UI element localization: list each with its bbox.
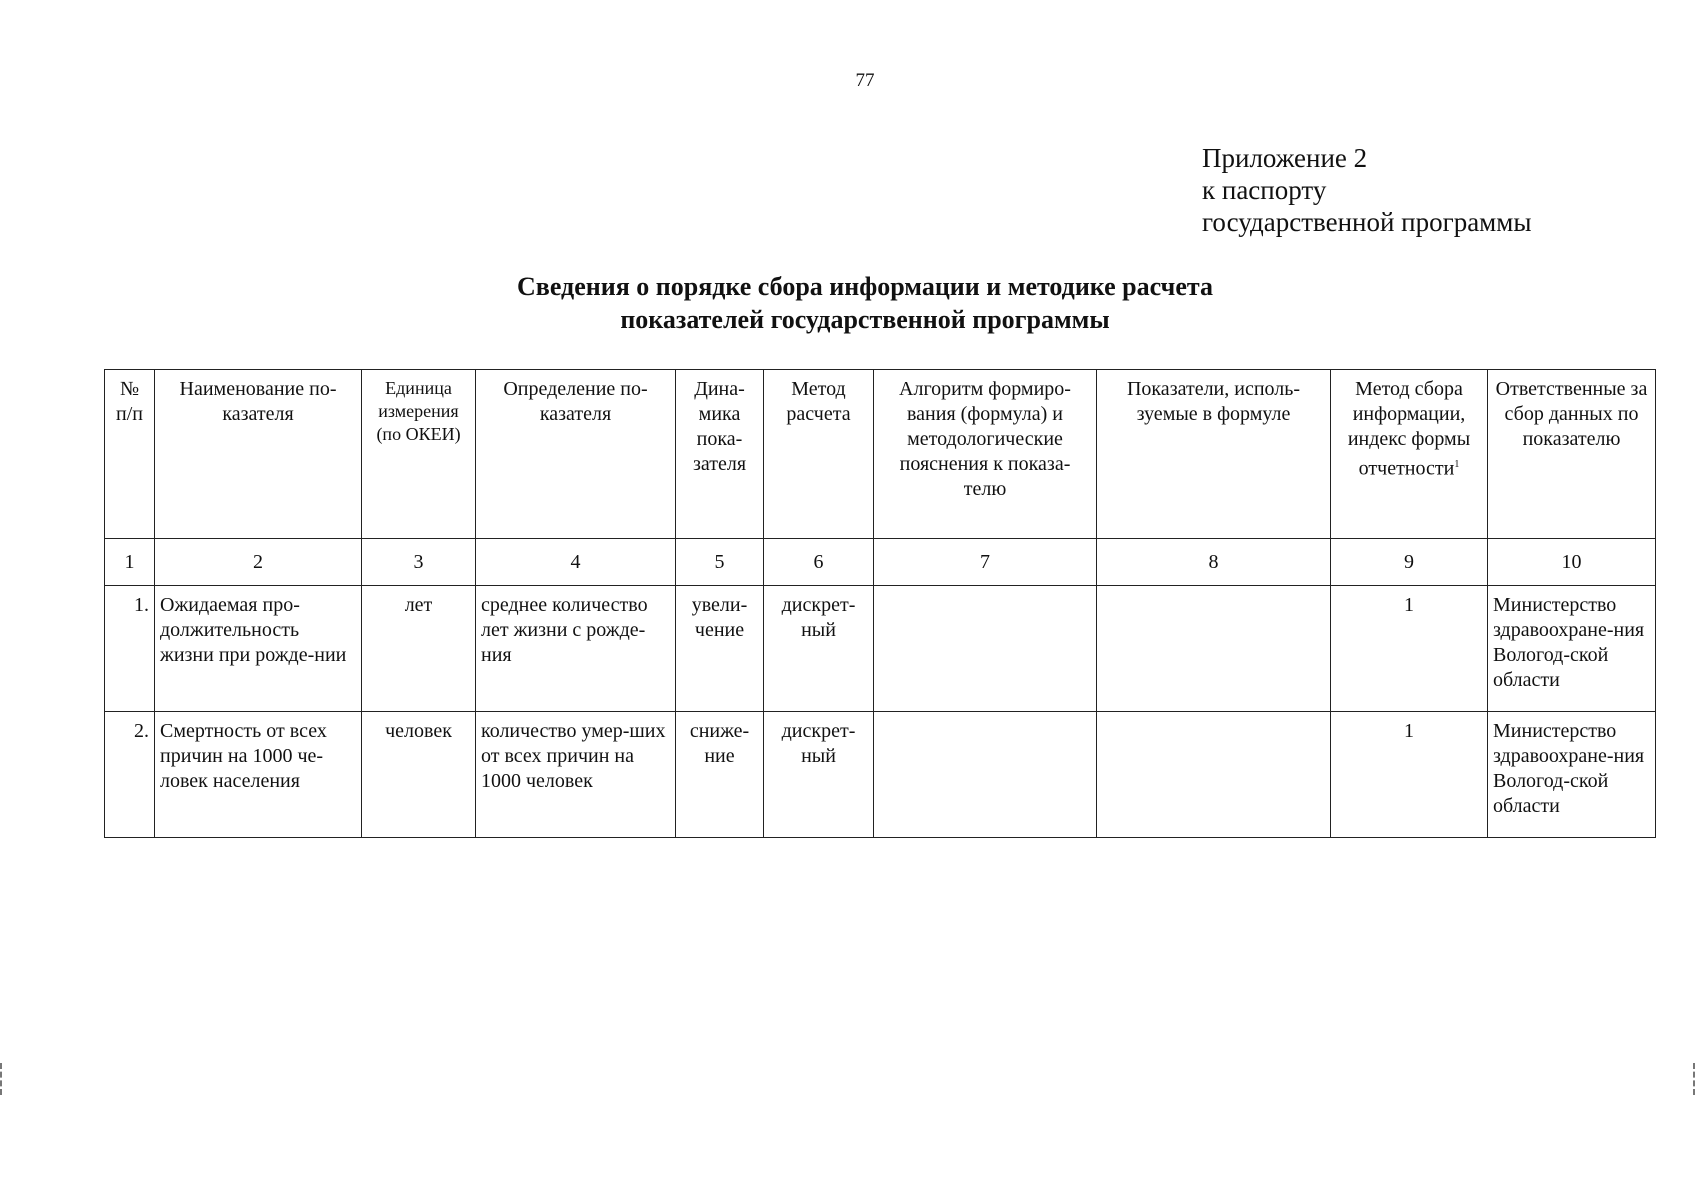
indicator-dynamics: увели-чение [676,586,764,712]
document-title [0,270,1697,336]
indicator-algorithm [874,586,1097,712]
header-algorithm: Алгоритм формиро-вания (формула) и методологические пояснения к показа-телю [874,370,1097,539]
indicator-unit: лет [362,586,476,712]
header-formula-indicators: Показатели, исполь-зуемые в формуле [1097,370,1331,539]
header-number: № п/п [105,370,155,539]
indicator-calc-method: дискрет-ный [764,586,874,712]
row-number: 2. [105,712,155,838]
header-indicator-name: Наименование по-казателя [155,370,362,539]
scan-edge-mark-left [0,1063,4,1095]
column-number: 8 [1097,539,1331,586]
indicator-name: Ожидаемая про-должительность жизни при рожде-нии [155,586,362,712]
title-line-1: Сведения о порядке сбора информации и методике расчета [517,272,1213,301]
column-number: 9 [1331,539,1488,586]
header-collection-method-text: Метод сбора информации, индекс формы отчетности [1347,378,1471,480]
column-number: 1 [105,539,155,586]
scan-edge-mark-right [1693,1063,1697,1095]
indicator-collection-method: 1 [1331,712,1488,838]
indicator-formula-indicators [1097,586,1331,712]
header-row [105,370,1656,539]
column-number: 7 [874,539,1097,586]
appendix-line-3: государственной программы [1202,207,1532,237]
indicator-formula-indicators [1097,712,1331,838]
indicator-responsible: Министерство здравоохране-ния Вологод-ской области [1488,712,1656,838]
appendix-line-2: к паспорту [1202,175,1327,205]
column-number: 4 [476,539,676,586]
header-definition: Определение по-казателя [476,370,676,539]
indicator-calc-method: дискрет-ный [764,712,874,838]
indicator-algorithm [874,712,1097,838]
indicator-unit: человек [362,712,476,838]
indicator-name: Смертность от всех причин на 1000 че-ловек населения [155,712,362,838]
title-line-2: показателей государственной программы [620,305,1110,334]
header-responsible: Ответственные за сбор данных по показателю [1488,370,1656,539]
appendix-note [1202,142,1532,238]
header-calc-method: Метод расчета [764,370,874,539]
indicator-definition: количество умер-ших от всех причин на 1000 человек [476,712,676,838]
header-collection-method [1331,370,1488,539]
indicator-dynamics: сниже-ние [676,712,764,838]
page-number: 77 [855,70,875,91]
indicator-responsible: Министерство здравоохране-ния Вологод-ской области [1488,586,1656,712]
table-row [105,712,1656,838]
column-number-row [105,539,1656,586]
appendix-line-1: Приложение 2 [1202,143,1368,173]
column-number: 2 [155,539,362,586]
indicator-definition: среднее количество лет жизни с рожде-ния [476,586,676,712]
footnote-mark: 1 [1454,459,1460,470]
header-unit: Единица измерения (по ОКЕИ) [362,370,476,539]
column-number: 6 [764,539,874,586]
column-number: 5 [676,539,764,586]
column-number: 10 [1488,539,1656,586]
column-number: 3 [362,539,476,586]
header-dynamics: Дина-мика пока-зателя [676,370,764,539]
table-row [105,586,1656,712]
indicator-collection-method: 1 [1331,586,1488,712]
row-number: 1. [105,586,155,712]
indicators-table [104,369,1656,838]
